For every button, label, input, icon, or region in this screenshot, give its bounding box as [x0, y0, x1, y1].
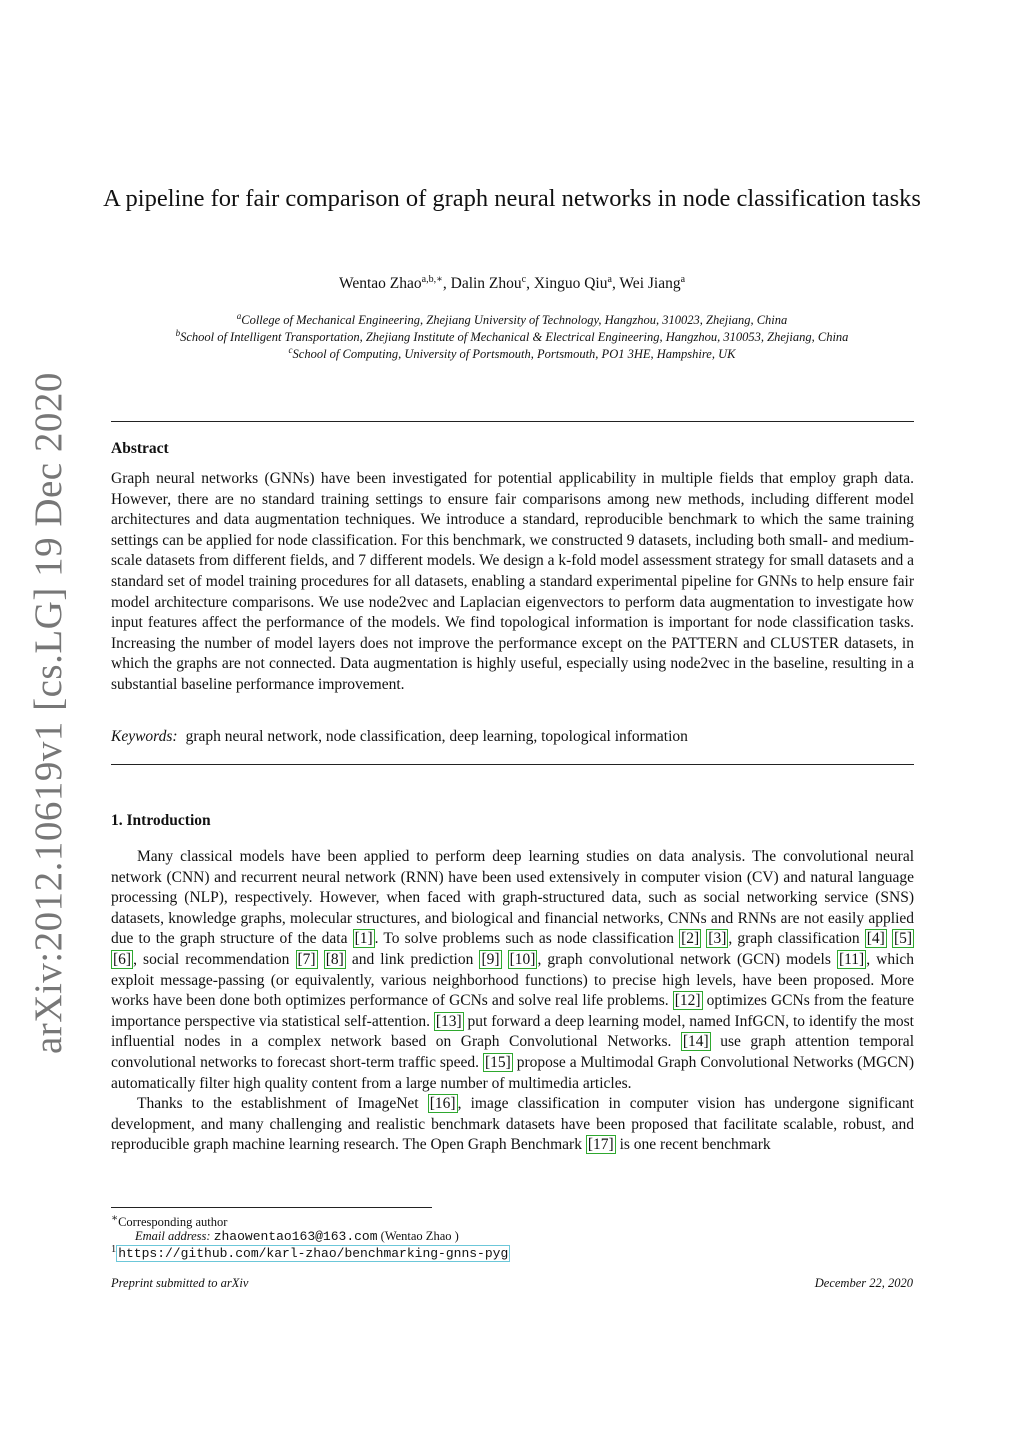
repository-link[interactable]: https://github.com/karl-zhao/benchmarking-gnns-pyg	[118, 1246, 509, 1262]
footnote-email: Email address: zhaowentao163@163.com (Wentao Zhao )	[135, 1229, 459, 1244]
citation-link[interactable]: [6]	[113, 950, 132, 968]
citation-link[interactable]: [10]	[509, 950, 536, 968]
abstract-heading: Abstract	[111, 440, 169, 457]
footer-preprint-note: Preprint submitted to arXiv	[111, 1276, 249, 1290]
citation-link[interactable]: [9]	[481, 950, 500, 968]
citation-link[interactable]: [11]	[838, 950, 865, 968]
email-address[interactable]: zhaowentao163@163.com	[213, 1229, 378, 1244]
citation-link[interactable]: [16]	[429, 1095, 456, 1113]
footnote-corresponding-author: ∗Corresponding author	[111, 1213, 228, 1230]
author-name: Dalin Zhou	[450, 275, 522, 293]
author-affiliation-mark: a	[607, 274, 612, 285]
citation-link[interactable]: [1]	[354, 930, 373, 948]
keywords-label: Keywords:	[111, 728, 178, 745]
citation-link[interactable]: [5]	[893, 930, 913, 948]
author-affiliation-mark: c	[521, 274, 527, 285]
author-affiliation-mark: a,b,∗	[421, 274, 443, 285]
affiliation-text: School of Computing, University of Portsmouth, Portsmouth, PO1 3HE, Hampshire, UK	[292, 347, 736, 362]
paragraph: Many classical models have been applied to perform deep learning studies on data analysis. The convolutional neural network (CNN) and recurrent neural network (RNN) have been used extensively in computer vision (CV) and natural language processing (NLP), respectively. However, when faced with graph-structured data, such as social networking service (SNS) datasets, knowledge graphs, molecular structures, and biological and financial networks, CNNs and RNNs are not easily applied due to the graph structure of the data [1] . To solve problems such as node classification [2] [3] , graph classification [4] [5] [6] , social recommendation [7] [8] and link prediction [9] [10] , graph convolutional network (GCN) models [11] , which exploit message-passing (or equivalently, various neighborhood functions) to precise high levels, have been proposed. More works have been done both optimizes performance of GCNs and solve real life problems. [12] optimizes GCNs from the feature importance perspective via statistical self-attention. [13] put forward a deep learning model, named InfGCN, to identify the most influential nodes in a complex network based on Graph Convolutional Networks. [14] use graph attention temporal convolutional networks to forecast short-term traffic speed. [15] propose a Multimodal Graph Convolutional Networks (MGCN) automatically filter high quality content from a large number of multimedia articles.	[111, 848, 915, 1092]
footnote-rule	[111, 1207, 432, 1208]
affiliation-text: School of Intelligent Transportation, Zhejiang Institute of Mechanical & Electrical Engineering, Hangzhou, 310053, Zhejiang, China	[180, 330, 849, 345]
footer-date: December 22, 2020	[814, 1276, 913, 1290]
affiliation	[0, 328, 1024, 345]
footnote-url: $^1$ https://github.com/karl-zhao/benchmarking-gnns-pyg	[111, 1244, 509, 1262]
affiliation-mark: a	[236, 311, 242, 321]
citation-link[interactable]: [2]	[681, 930, 700, 948]
citation-link[interactable]: [7]	[297, 950, 316, 968]
abstract-body: Graph neural networks (GNNs) have been investigated for potential applicability in multiple fields that employ graph data. However, there are no standard training settings to ensure fair comparisons among new methods, including different model architectures and data augmentation techniques. We introduce a standard, reproducible benchmark to which the same training settings can be applied for node classification. For this benchmark, we constructed 9 datasets, including both small- and medium-scale datasets from different fields, and 7 different models. We design a k-fold model assessment strategy for small datasets and a standard set of model training procedures for all datasets, enabling a standard experimental pipeline for GNNs to help ensure fair model architecture comparisons. We use node2vec and Laplacian eigenvectors to perform data augmentation to investigate how input features affect the performance of the models. We find topological information is important for node classification tasks. Increasing the number of model layers does not improve the performance except on the PATTERN and CLUSTER datasets, in which the graphs are not connected. Data augmentation is highly useful, especially using node2vec in the baseline, resulting in a substantial baseline performance improvement.	[111, 470, 914, 693]
arxiv-identifier-stamp: arXiv:2012.10619v1 [cs.LG] 19 Dec 2020	[27, 372, 70, 1054]
abstract-bottom-rule	[111, 764, 914, 765]
abstract-top-rule	[111, 421, 914, 422]
affiliation	[0, 345, 1024, 362]
paragraph: Thanks to the establishment of ImageNet [16] , image classification in computer vision has undergone significant development, and many challenging and realistic benchmark datasets have been proposed that facilitate scalable, robust, and reproducible graph machine learning research. The Open Graph Benchmark [17] is one recent benchmark	[111, 1095, 914, 1154]
citation-link[interactable]: [12]	[674, 992, 701, 1010]
citation-link[interactable]: [17]	[587, 1136, 614, 1154]
author-name: Wentao Zhao	[338, 275, 422, 293]
introduction-body	[111, 847, 914, 1156]
citation-link[interactable]: [15]	[484, 1053, 511, 1071]
affiliation-mark: c	[288, 345, 293, 355]
citation-link[interactable]: [8]	[325, 950, 344, 968]
citation-link[interactable]: [13]	[435, 1012, 462, 1030]
author-affiliation-mark: a	[680, 274, 686, 285]
citation-link[interactable]: [14]	[682, 1033, 709, 1051]
section-heading-introduction: 1. Introduction	[111, 812, 211, 829]
author-list: Wentao Zhao$^{a,b,∗}$, Dalin Zhou$^c$, Xinguo Qiu$^a$, Wei Jiang$^a$	[338, 274, 686, 293]
paper-title: A pipeline for fair comparison of graph neural networks in node classification tasks	[103, 185, 921, 212]
author-name: Xinguo Qiu	[533, 275, 608, 293]
keywords-line	[111, 728, 688, 746]
author-name: Wei Jiang	[619, 275, 681, 293]
affiliation	[0, 311, 1024, 328]
citation-link[interactable]: [3]	[708, 930, 727, 948]
citation-link[interactable]: [4]	[866, 930, 885, 948]
affiliation-mark: b	[175, 328, 181, 338]
keywords-text: graph neural network, node classification, deep learning, topological information	[185, 728, 688, 745]
affiliation-text: College of Mechanical Engineering, Zhejiang University of Technology, Hangzhou, 310023, Zhejiang, China	[241, 313, 788, 328]
